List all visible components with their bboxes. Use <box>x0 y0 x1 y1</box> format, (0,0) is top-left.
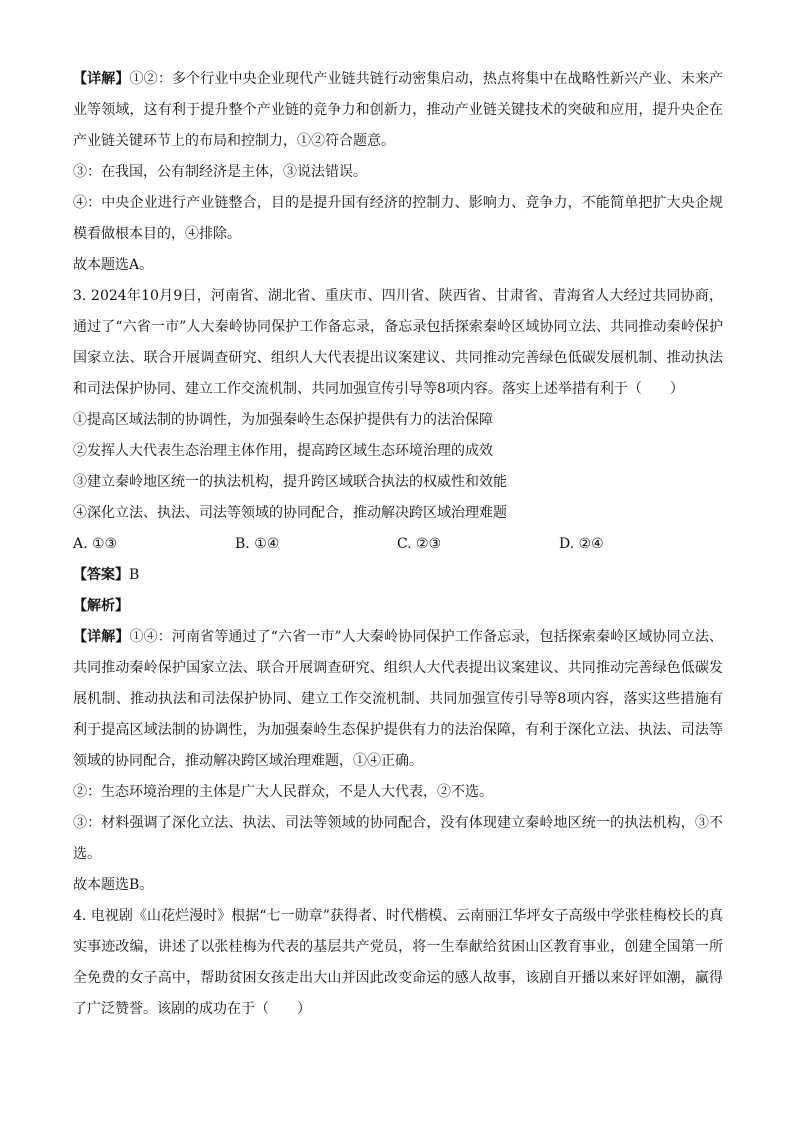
q3-item-4: ④深化立法、执法、司法等领域的协同配合，推动解决跨区域治理难题 <box>73 505 507 521</box>
q3-options <box>73 529 723 560</box>
q3-detail-text-1: ①④：河南省等通过了“六省一市”人大秦岭协同保护工作备忘录，包括探索秦岭区域协同立法、共同推动秦岭保护国家立法、联合开展调查研究、组织人大代表提出议案建议、共同推动完善绿色低碳发展机制、推动执法和司法保护协同、建立工作交流机制、共同加强宣传引导等8项内容，落实这些措施有利于提高区域法制的协调性，为加强秦岭生态保护提供有力的法治保障，有利于深化立法、执法、司法等领域的协同配合，推动解决跨区域治理难题，①④正确。 <box>73 629 724 769</box>
q3-answer <box>73 560 723 591</box>
page-content <box>73 64 723 1025</box>
q2-detail-p2: ③：在我国，公有制经济是主体，③说法错误。 <box>73 164 367 180</box>
q3-conclusion: 故本题选B。 <box>73 877 154 893</box>
q3-analysis-tag: 【解析】 <box>73 598 129 614</box>
q3-item-3: ③建立秦岭地区统一的执法机构，提升跨区域联合执法的权威性和效能 <box>73 474 507 490</box>
q3-option-a: A. ①③ <box>73 536 118 552</box>
q2-conclusion: 故本题选A。 <box>73 257 154 273</box>
q4-stem: 4. 电视剧《山花烂漫时》根据“七一勋章”获得者、时代楷模、云南丽江华坪女子高级中学张桂梅校长的真实事迹改编，讲述了以张桂梅为代表的基层共产党员，将一生奉献给贫困山区教育事业，创建全国第一所全免费的女子高中，帮助贫困女孩走出大山并因此改变命运的感人故事，该剧自开播以来好评如潮，赢得了广泛赞誉。该剧的成功在于（ ） <box>73 908 723 1017</box>
answer-tag: 【答案】 <box>73 567 129 583</box>
q3-option-d: D. ②④ <box>559 536 604 552</box>
q3-option-b: B. ①④ <box>235 536 280 552</box>
q3-detail-tag: 【详解】 <box>73 629 130 645</box>
q3-detail-p2: ②：生态环境治理的主体是广大人民群众，不是人大代表，②不选。 <box>73 784 493 800</box>
q2-detail-p1 <box>73 64 723 157</box>
detail-tag: 【详解】 <box>73 71 130 87</box>
q3-option-c: C. ②③ <box>397 536 442 552</box>
q3-stem: 3. 2024年10月9日，河南省、湖北省、重庆市、四川省、陕西省、甘肃省、青海省人大经过共同协商，通过了“六省一市”人大秦岭协同保护工作备忘录，备忘录包括探索秦岭区域协同立法、共同推动秦岭保护国家立法、联合开展调查研究、组织人大代表提出议案建议、共同推动完善绿色低碳发展机制、推动执法和司法保护协同、建立工作交流机制、共同加强宣传引导等8项内容。落实上述举措有利于（ ） <box>73 288 723 397</box>
q3-item-2: ②发挥人大代表生态治理主体作用，提高跨区域生态环境治理的成效 <box>73 443 493 459</box>
q2-detail-text-1: ①②：多个行业中央企业现代产业链共链行动密集启动，热点将集中在战略性新兴产业、未来产业等领域，这有利于提升整个产业链的竞争力和创新力，推动产业链关键技术的突破和应用，提升央企在产业链关键环节上的布局和控制力，①②符合题意。 <box>73 71 724 149</box>
q3-detail-p3: ③：材料强调了深化立法、执法、司法等领域的协同配合，没有体现建立秦岭地区统一的执法机构，③不选。 <box>73 815 723 862</box>
q2-detail-p3: ④：中央企业进行产业链整合，目的是提升国有经济的控制力、影响力、竞争力，不能简单把扩大央企规模看做根本目的，④排除。 <box>73 195 723 242</box>
q3-detail-p1 <box>73 622 723 777</box>
answer-value: B <box>129 567 140 583</box>
q3-item-1: ①提高区域法制的协调性，为加强秦岭生态保护提供有力的法治保障 <box>73 412 493 428</box>
